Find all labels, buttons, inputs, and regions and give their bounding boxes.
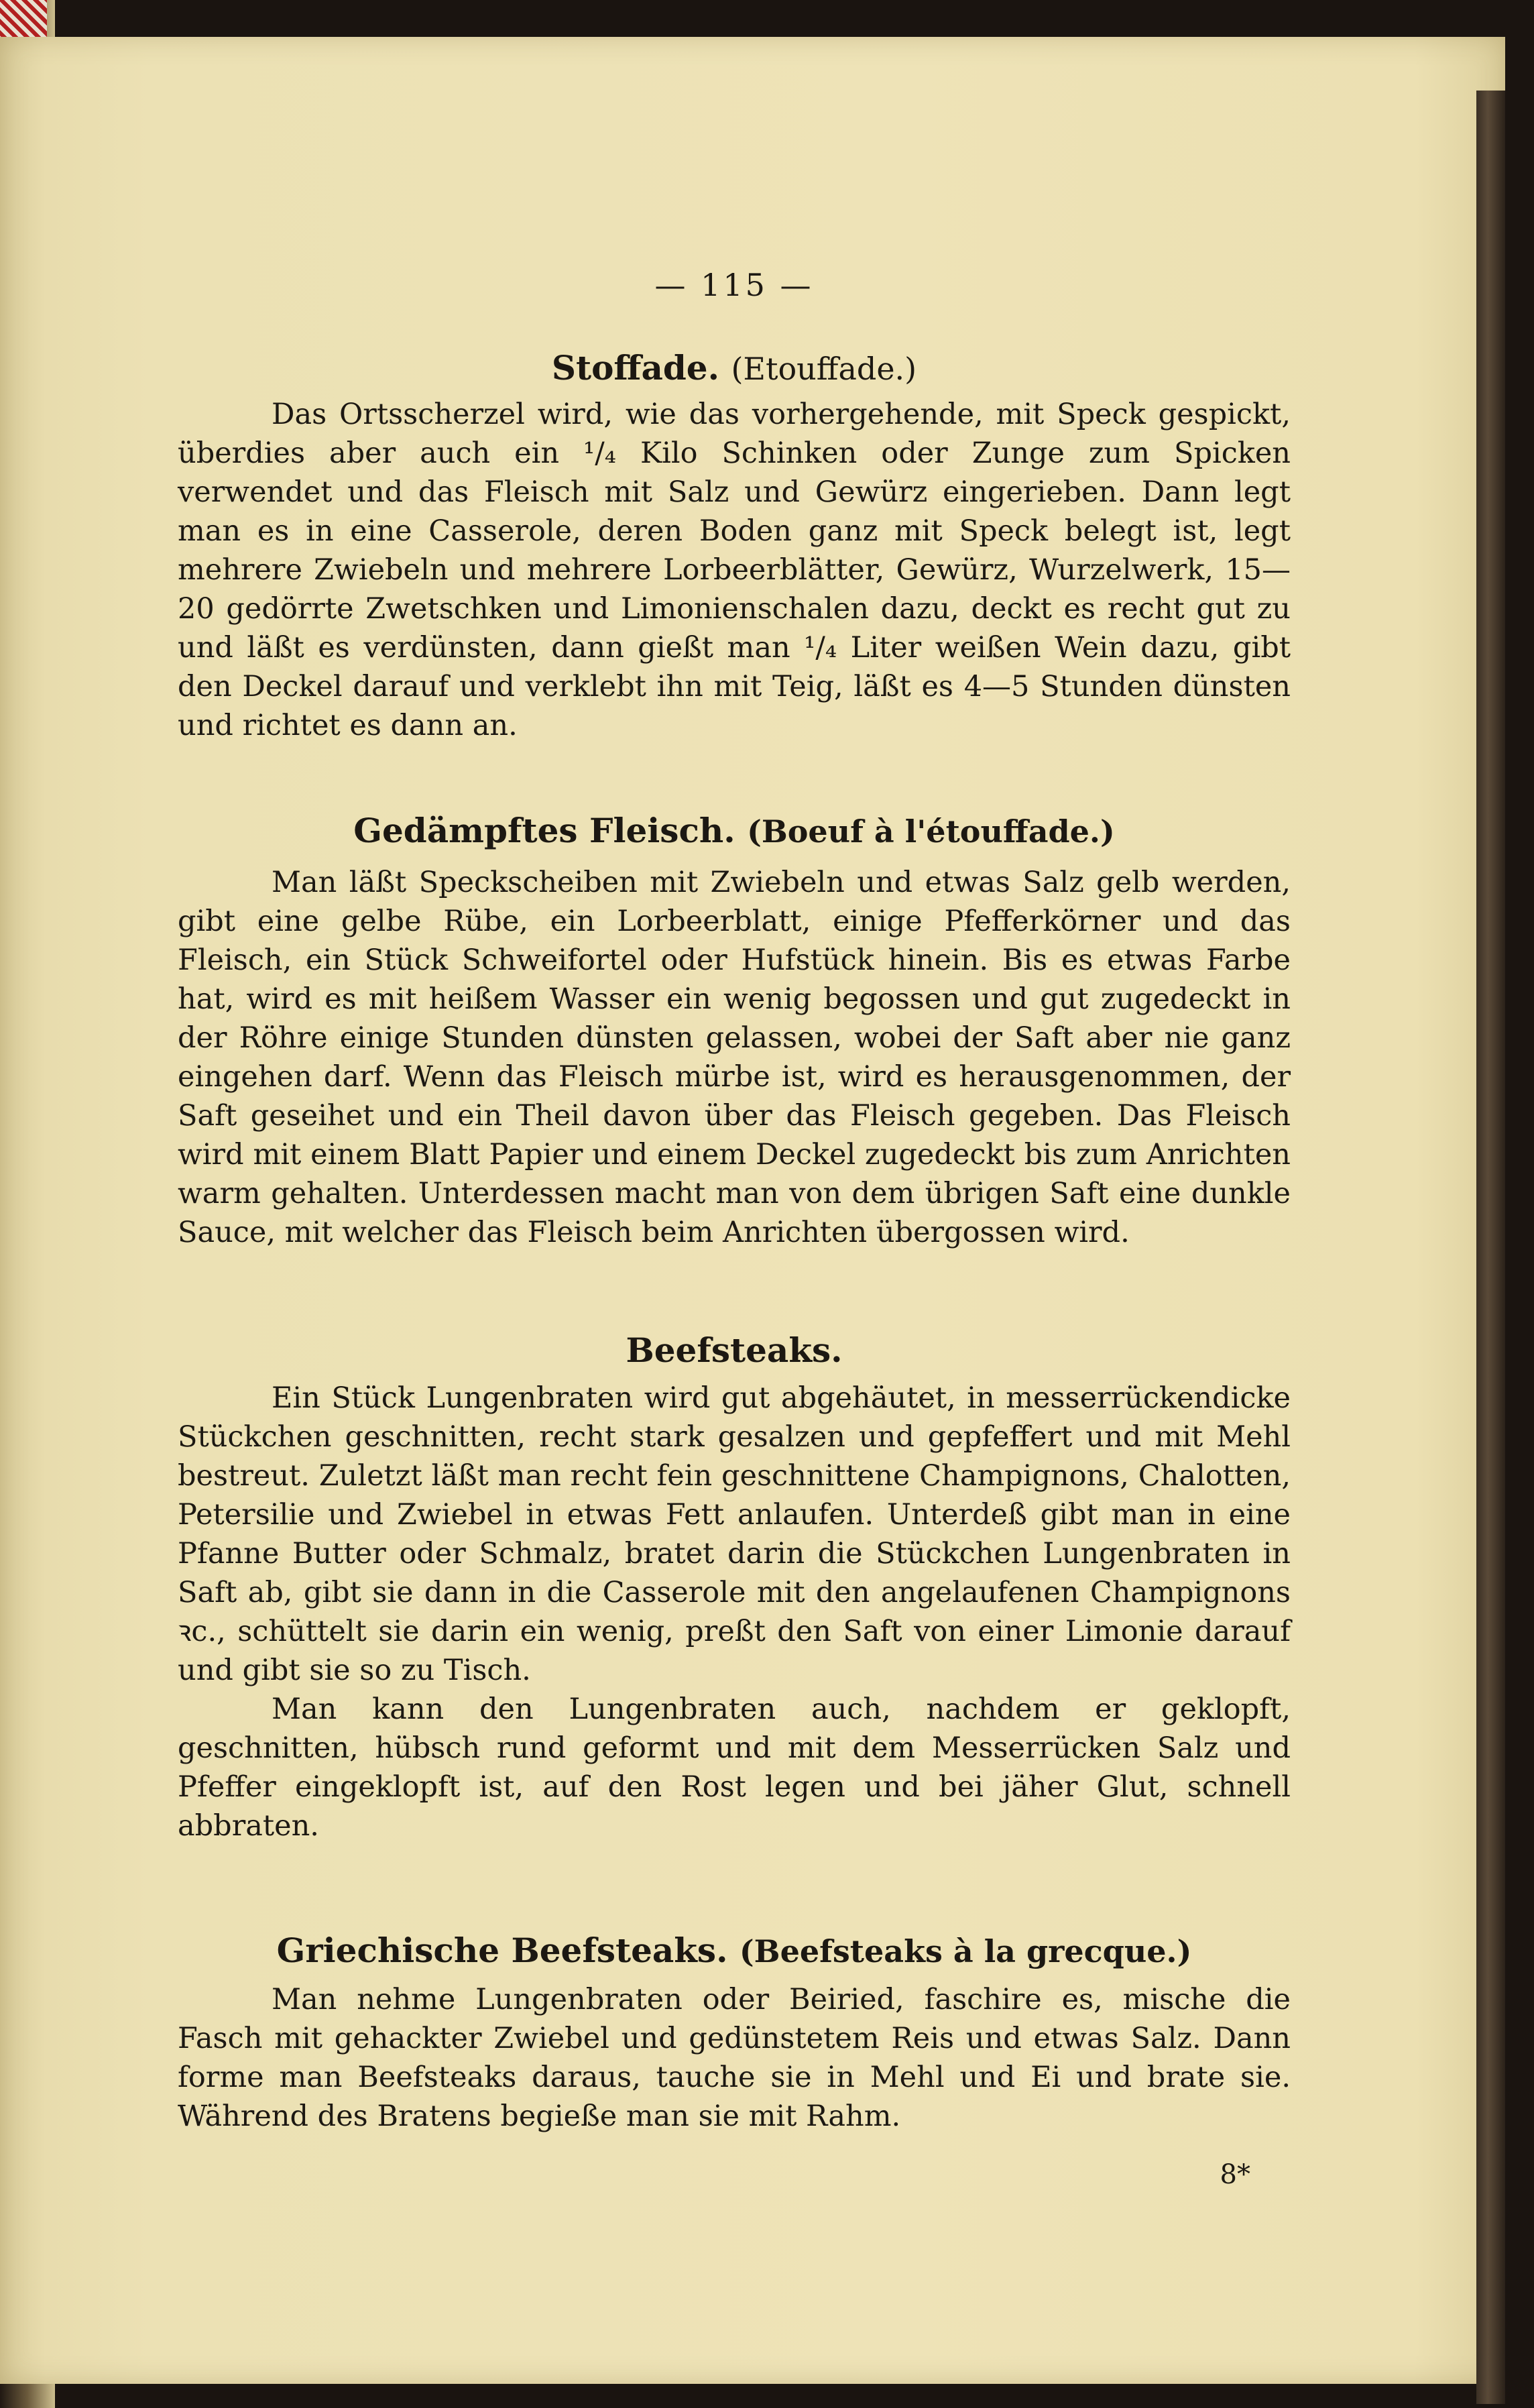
recipe-stoffade (178, 345, 1291, 745)
recipe-title (178, 345, 1291, 391)
book-page (0, 37, 1505, 2384)
recipe-paragraph: Man läßt Speckscheiben mit Zwiebeln und etwas Salz gelb werden, gibt eine gelbe Rübe, ein Lorbeerblatt, einige Pfefferkörner und das Fleisch, ein Stück Schweifortel oder Hufstück hinein. Bis es etwas Farbe hat, wird es mit heißem Wasser ein wenig begossen und gut zugedeckt in der Röhre einige Stunden dünsten gelassen, wobei der Saft aber nie ganz eingehen darf. Wenn das Fleisch mürbe ist, wird es herausgenommen, der Saft geseihet und ein Theil davon über das Fleisch gegeben. Das Fleisch wird mit einem Blatt Papier und einem Deckel zugedeckt bis zum Anrichten warm gehalten. Unterdessen macht man von dem übrigen Saft eine dunkle Sauce, mit welcher das Fleisch beim Anrichten übergossen wird. (178, 866, 1291, 1249)
page-number: — 115 — (654, 267, 814, 303)
recipe-title (178, 1328, 1291, 1373)
recipe-subtitle: (Boeuf à l'étouffade.) (747, 813, 1115, 850)
recipe-title-text: Griechische Beefsteaks. (276, 1931, 728, 1970)
recipe-title (178, 808, 1291, 854)
recipe-title-text: Beefsteaks. (626, 1330, 843, 1370)
recipe-subtitle: (Beefsteaks à la grecque.) (739, 1933, 1192, 1969)
page-edge (1476, 91, 1505, 2404)
recipe-griechische-beefsteaks (178, 1928, 1291, 2136)
recipe-paragraph: Man kann den Lungenbraten auch, nachdem er geklopft, geschnitten, hübsch rund geformt und mit dem Messerrücken Salz und Pfeffer eingeklopft ist, auf den Rost legen und bei jäher Glut, schnell abbraten. (178, 1693, 1291, 1843)
recipe-paragraph: Ein Stück Lungenbraten wird gut abgehäutet, in messerrückendicke Stückchen geschnitten, recht stark gesalzen und gepfeffert und mit Mehl bestreut. Zuletzt läßt man recht fein geschnittene Champignons, Chalotten, Petersilie und Zwiebel in etwas Fett anlaufen. Unterdeß gibt man in eine Pfanne Butter oder Schmalz, bratet darin die Stückchen Lungenbraten in Saft ab, gibt sie dann in die Casserole mit den angelaufenen Champignons ꝛc., schüttelt sie darin ein wenig, preßt den Saft von einer Limonie darauf und gibt sie so zu Tisch. (178, 1381, 1291, 1687)
recipe-beefsteaks (178, 1328, 1291, 1845)
recipe-paragraph: Das Ortsscherzel wird, wie das vorhergehende, mit Speck gespickt, überdies aber auch ein ¹/₄ Kilo Schinken oder Zunge zum Spicken verwendet und das Fleisch mit Salz und Gewürz eingerieben. Dann legt man es in eine Casserole, deren Boden ganz mit Speck belegt ist, legt mehrere Zwiebeln und mehrere Lorbeerblätter, Gewürz, Wurzelwerk, 15—20 gedörrte Zwetschken und Limonienschalen dazu, deckt es recht gut zu und läßt es verdünsten, dann gießt man ¹/₄ Liter weißen Wein dazu, gibt den Deckel darauf und verklebt ihn mit Teig, läßt es 4—5 Stunden dünsten und richtet es dann an. (178, 398, 1291, 742)
recipe-paragraph: Man nehme Lungenbraten oder Beiried, faschire es, mische die Fasch mit gehackter Zwiebel und gedünstetem Reis und etwas Salz. Dann forme man Beefsteaks daraus, tauche sie in Mehl und Ei und brate sie. Während des Bratens begieße man sie mit Rahm. (178, 1983, 1291, 2133)
recipe-title-text: Stoffade. (551, 348, 720, 388)
recipe-title (178, 1928, 1291, 1973)
recipe-title-text: Gedämpftes Fleisch. (353, 811, 735, 850)
signature-mark: 8* (1220, 2159, 1250, 2190)
recipe-gedaempftes-fleisch (178, 808, 1291, 1252)
recipe-subtitle: (Etouffade.) (731, 351, 917, 387)
